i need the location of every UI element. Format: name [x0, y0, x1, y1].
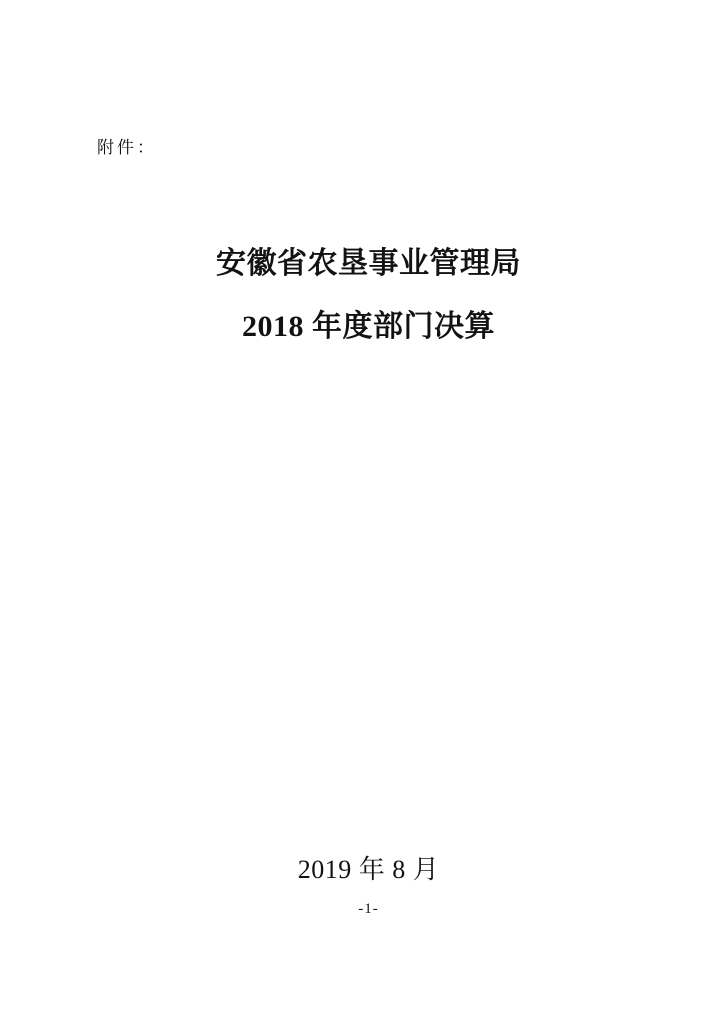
attachment-label: 附件： [97, 138, 157, 157]
document-title-organization: 安徽省农垦事业管理局 [216, 247, 521, 280]
document-date: 2019 年 8 月 [297, 855, 440, 884]
page-number: -1- [358, 901, 379, 917]
document-title-report: 2018 年度部门决算 [242, 310, 495, 343]
